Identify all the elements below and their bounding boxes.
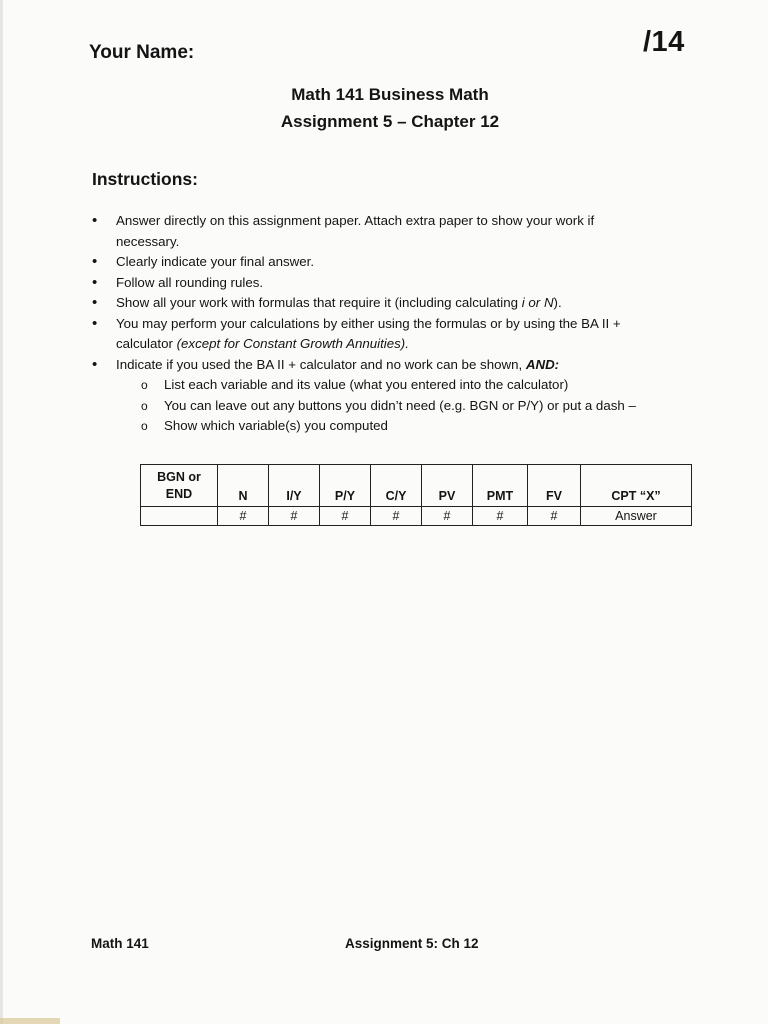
table-cell: Answer	[581, 507, 692, 526]
footer-assignment: Assignment 5: Ch 12	[345, 936, 479, 951]
assignment-title: Assignment 5 – Chapter 12	[280, 112, 500, 131]
table-cell: #	[320, 507, 371, 526]
paper-edge	[0, 0, 3, 1024]
table-cell: #	[371, 507, 422, 526]
header-text: BGN or	[157, 470, 201, 484]
score-total: /14	[643, 26, 685, 58]
list-item	[92, 314, 652, 355]
list-item	[92, 252, 652, 273]
instruction-emphasis: AND:	[525, 356, 560, 372]
header-cell-bgn-end	[141, 465, 218, 507]
instruction-text: ).	[553, 295, 562, 310]
course-title: Math 141 Business Math	[291, 85, 489, 104]
table-cell: #	[422, 507, 473, 526]
header-cell-pmt: PMT	[473, 465, 528, 507]
header-cell-n: N	[218, 465, 269, 507]
table-cell: #	[528, 507, 581, 526]
instruction-text: You may perform your calculations by either using the formulas or by using the BA II + calculator	[116, 315, 621, 351]
header-cell-cy: C/Y	[371, 465, 422, 507]
instruction-text: Clearly indicate your final answer.	[116, 254, 315, 269]
table-cell: #	[269, 507, 320, 526]
instruction-text: Show all your work with formulas that require it (including calculating	[116, 295, 522, 310]
calculator-table	[140, 464, 692, 526]
header-cell-py: P/Y	[320, 465, 371, 507]
list-item: o You can leave out any buttons you didn’t need (e.g. BGN or P/Y) or put a dash –	[138, 396, 652, 417]
sub-instructions-list	[116, 375, 652, 437]
instruction-text: or	[524, 295, 544, 310]
instructions-heading: Instructions:	[92, 169, 198, 189]
header-cell-cpt: CPT “X”	[581, 465, 692, 507]
variable-i: i	[521, 295, 525, 310]
table-cell: #	[473, 507, 528, 526]
instruction-text: Answer directly on this assignment paper. Attach extra paper to show your work if necessary.	[116, 213, 595, 249]
header-text: END	[165, 487, 193, 501]
paper-stain	[0, 1018, 60, 1024]
header-cell-iy: I/Y	[269, 465, 320, 507]
table-cell	[141, 507, 218, 526]
footer-course: Math 141	[91, 936, 149, 951]
list-item	[92, 293, 652, 314]
name-label: Your Name:	[89, 42, 195, 63]
table-row	[141, 507, 692, 526]
header-cell-pv: PV	[422, 465, 473, 507]
instructions-list	[92, 211, 652, 437]
table-header-row	[141, 465, 692, 507]
instruction-text: Follow all rounding rules.	[116, 274, 264, 290]
list-item: o Show which variable(s) you computed	[138, 416, 652, 437]
instruction-emphasis: (except for Constant Growth Annuities).	[176, 336, 409, 351]
variable-n: N	[543, 295, 554, 310]
list-item	[92, 273, 652, 294]
list-item: o List each variable and its value (what you entered into the calculator)	[138, 375, 652, 396]
list-item	[92, 355, 652, 437]
header-cell-fv: FV	[528, 465, 581, 507]
table-cell: #	[218, 507, 269, 526]
list-item	[92, 211, 652, 252]
instruction-text: Indicate if you used the BA II + calculator and no work can be shown,	[116, 356, 526, 372]
